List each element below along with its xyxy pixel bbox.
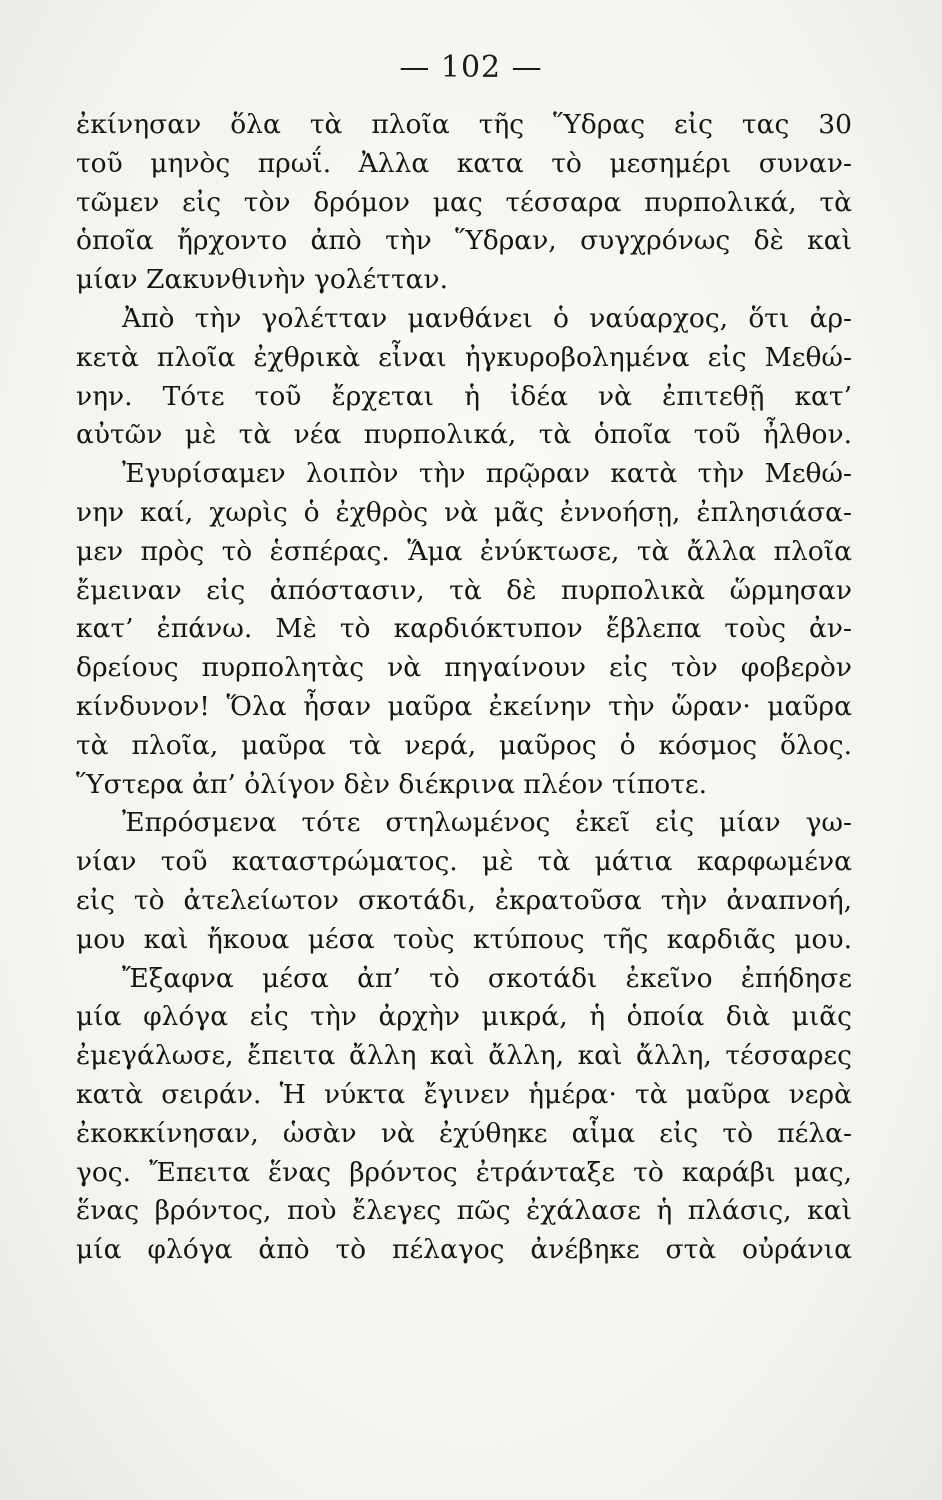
text-line: μία φλόγα εἰς τὴν ἀρχὴν μικρά, ἡ ὁποία διὰ μιᾶς [76, 1001, 852, 1033]
text-line: μία φλόγα ἀπὸ τὸ πέλαγος ἀνέβηκε στὰ οὐράνια [76, 1234, 852, 1266]
text-line: γος. Ἔπειτα ἕνας βρόντος ἐτράνταξε τὸ καράβι μας, [76, 1156, 852, 1188]
text-line: μίαν Ζακυνθινὴν γολέτταν. [76, 264, 449, 296]
text-line: εἰς τὸ ἀτελείωτον σκοτάδι, ἐκρατοῦσα τὴν ἀναπνοή, [76, 884, 852, 916]
text-line: τῶμεν εἰς τὸν δρόμον μας τέσσαρα πυρπολικά, τὰ [76, 186, 852, 218]
text-line: κετὰ πλοῖα ἐχθρικὰ εἶναι ἠγκυροβολημένα εἰς Μεθώ- [76, 341, 852, 373]
text-line: ἐμεγάλωσε, ἔπειτα ἄλλη καὶ ἄλλη, καὶ ἄλλη, τέσσαρες [76, 1040, 852, 1072]
text-line: Ὕστερα ἀπ’ ὀλίγον δὲν διέκρινα πλέον τίποτε. [76, 768, 708, 800]
text-line: ἕνας βρόντος, ποὺ ἔλεγες πῶς ἐχάλασε ἡ πλάσις, καὶ [76, 1195, 852, 1227]
text-line: νίαν τοῦ καταστρώματος. μὲ τὰ μάτια καρφωμένα [76, 846, 852, 878]
text-line: μεν πρὸς τὸ ἑσπέρας. Ἅμα ἐνύκτωσε, τὰ ἄλλα πλοῖα [76, 535, 852, 567]
text-line: Ἐπρόσμενα τότε στηλωμένος ἐκεῖ εἰς μίαν γω- [122, 807, 852, 839]
text-line: Ἀπὸ τὴν γολέτταν μανθάνει ὁ ναύαρχος, ὅτι ἀρ- [122, 302, 852, 334]
text-line: τοῦ μηνὸς πρωΐ. Ἀλλα κατα τὸ μεσημέρι συναν- [76, 147, 852, 179]
text-line: αὐτῶν μὲ τὰ νέα πυρπολικά, τὰ ὁποῖα τοῦ ἦλθον. [76, 419, 852, 451]
text-line: νην. Τότε τοῦ ἔρχεται ἡ ἰδέα νὰ ἐπιτεθῇ κατ’ [76, 380, 852, 412]
text-line: ὁποῖα ἤρχοντο ἀπὸ τὴν Ὕδραν, συγχρόνως δὲ καὶ [76, 225, 852, 257]
text-line: Ἐγυρίσαμεν λοιπὸν τὴν πρῷραν κατὰ τὴν Μεθώ- [122, 458, 852, 490]
text-line: τὰ πλοῖα, μαῦρα τὰ νερά, μαῦρος ὁ κόσμος ὅλος. [76, 729, 852, 761]
text-line: κατ’ ἐπάνω. Μὲ τὸ καρδιόκτυπον ἔβλεπα τοὺς ἀν- [76, 613, 852, 645]
text-line: ἐκίνησαν ὅλα τὰ πλοῖα τῆς Ὕδρας εἰς τας 30 [76, 109, 852, 140]
text-line: ἔμειναν εἰς ἀπόστασιν, τὰ δὲ πυρπολικὰ ὥρμησαν [76, 574, 852, 606]
text-line: ἐκοκκίνησαν, ὡσὰν νὰ ἐχύθηκε αἷμα εἰς τὸ πέλα- [76, 1117, 852, 1149]
text-line: νην καί, χωρὶς ὁ ἐχθρὸς νὰ μᾶς ἐννοήσῃ, ἐπλησιάσα- [76, 496, 852, 528]
text-line: κατὰ σειράν. Ἡ νύκτα ἔγινεν ἡμέρα· τὰ μαῦρα νερὰ [76, 1078, 852, 1110]
page-number: — 102 — [399, 50, 543, 85]
text-line: δρείους πυρπολητὰς νὰ πηγαίνουν εἰς τὸν φοβερὸν [76, 652, 852, 684]
body-text [76, 106, 852, 1270]
text-line: μου καὶ ἤκουα μέσα τοὺς κτύπους τῆς καρδιᾶς μου. [76, 923, 852, 955]
text-line: Ἔξαφνα μέσα ἀπ’ τὸ σκοτάδι ἐκεῖνο ἐπήδησε [122, 962, 852, 994]
text-line: κίνδυνον! Ὅλα ἦσαν μαῦρα ἐκείνην τὴν ὥραν· μαῦρα [76, 690, 852, 722]
